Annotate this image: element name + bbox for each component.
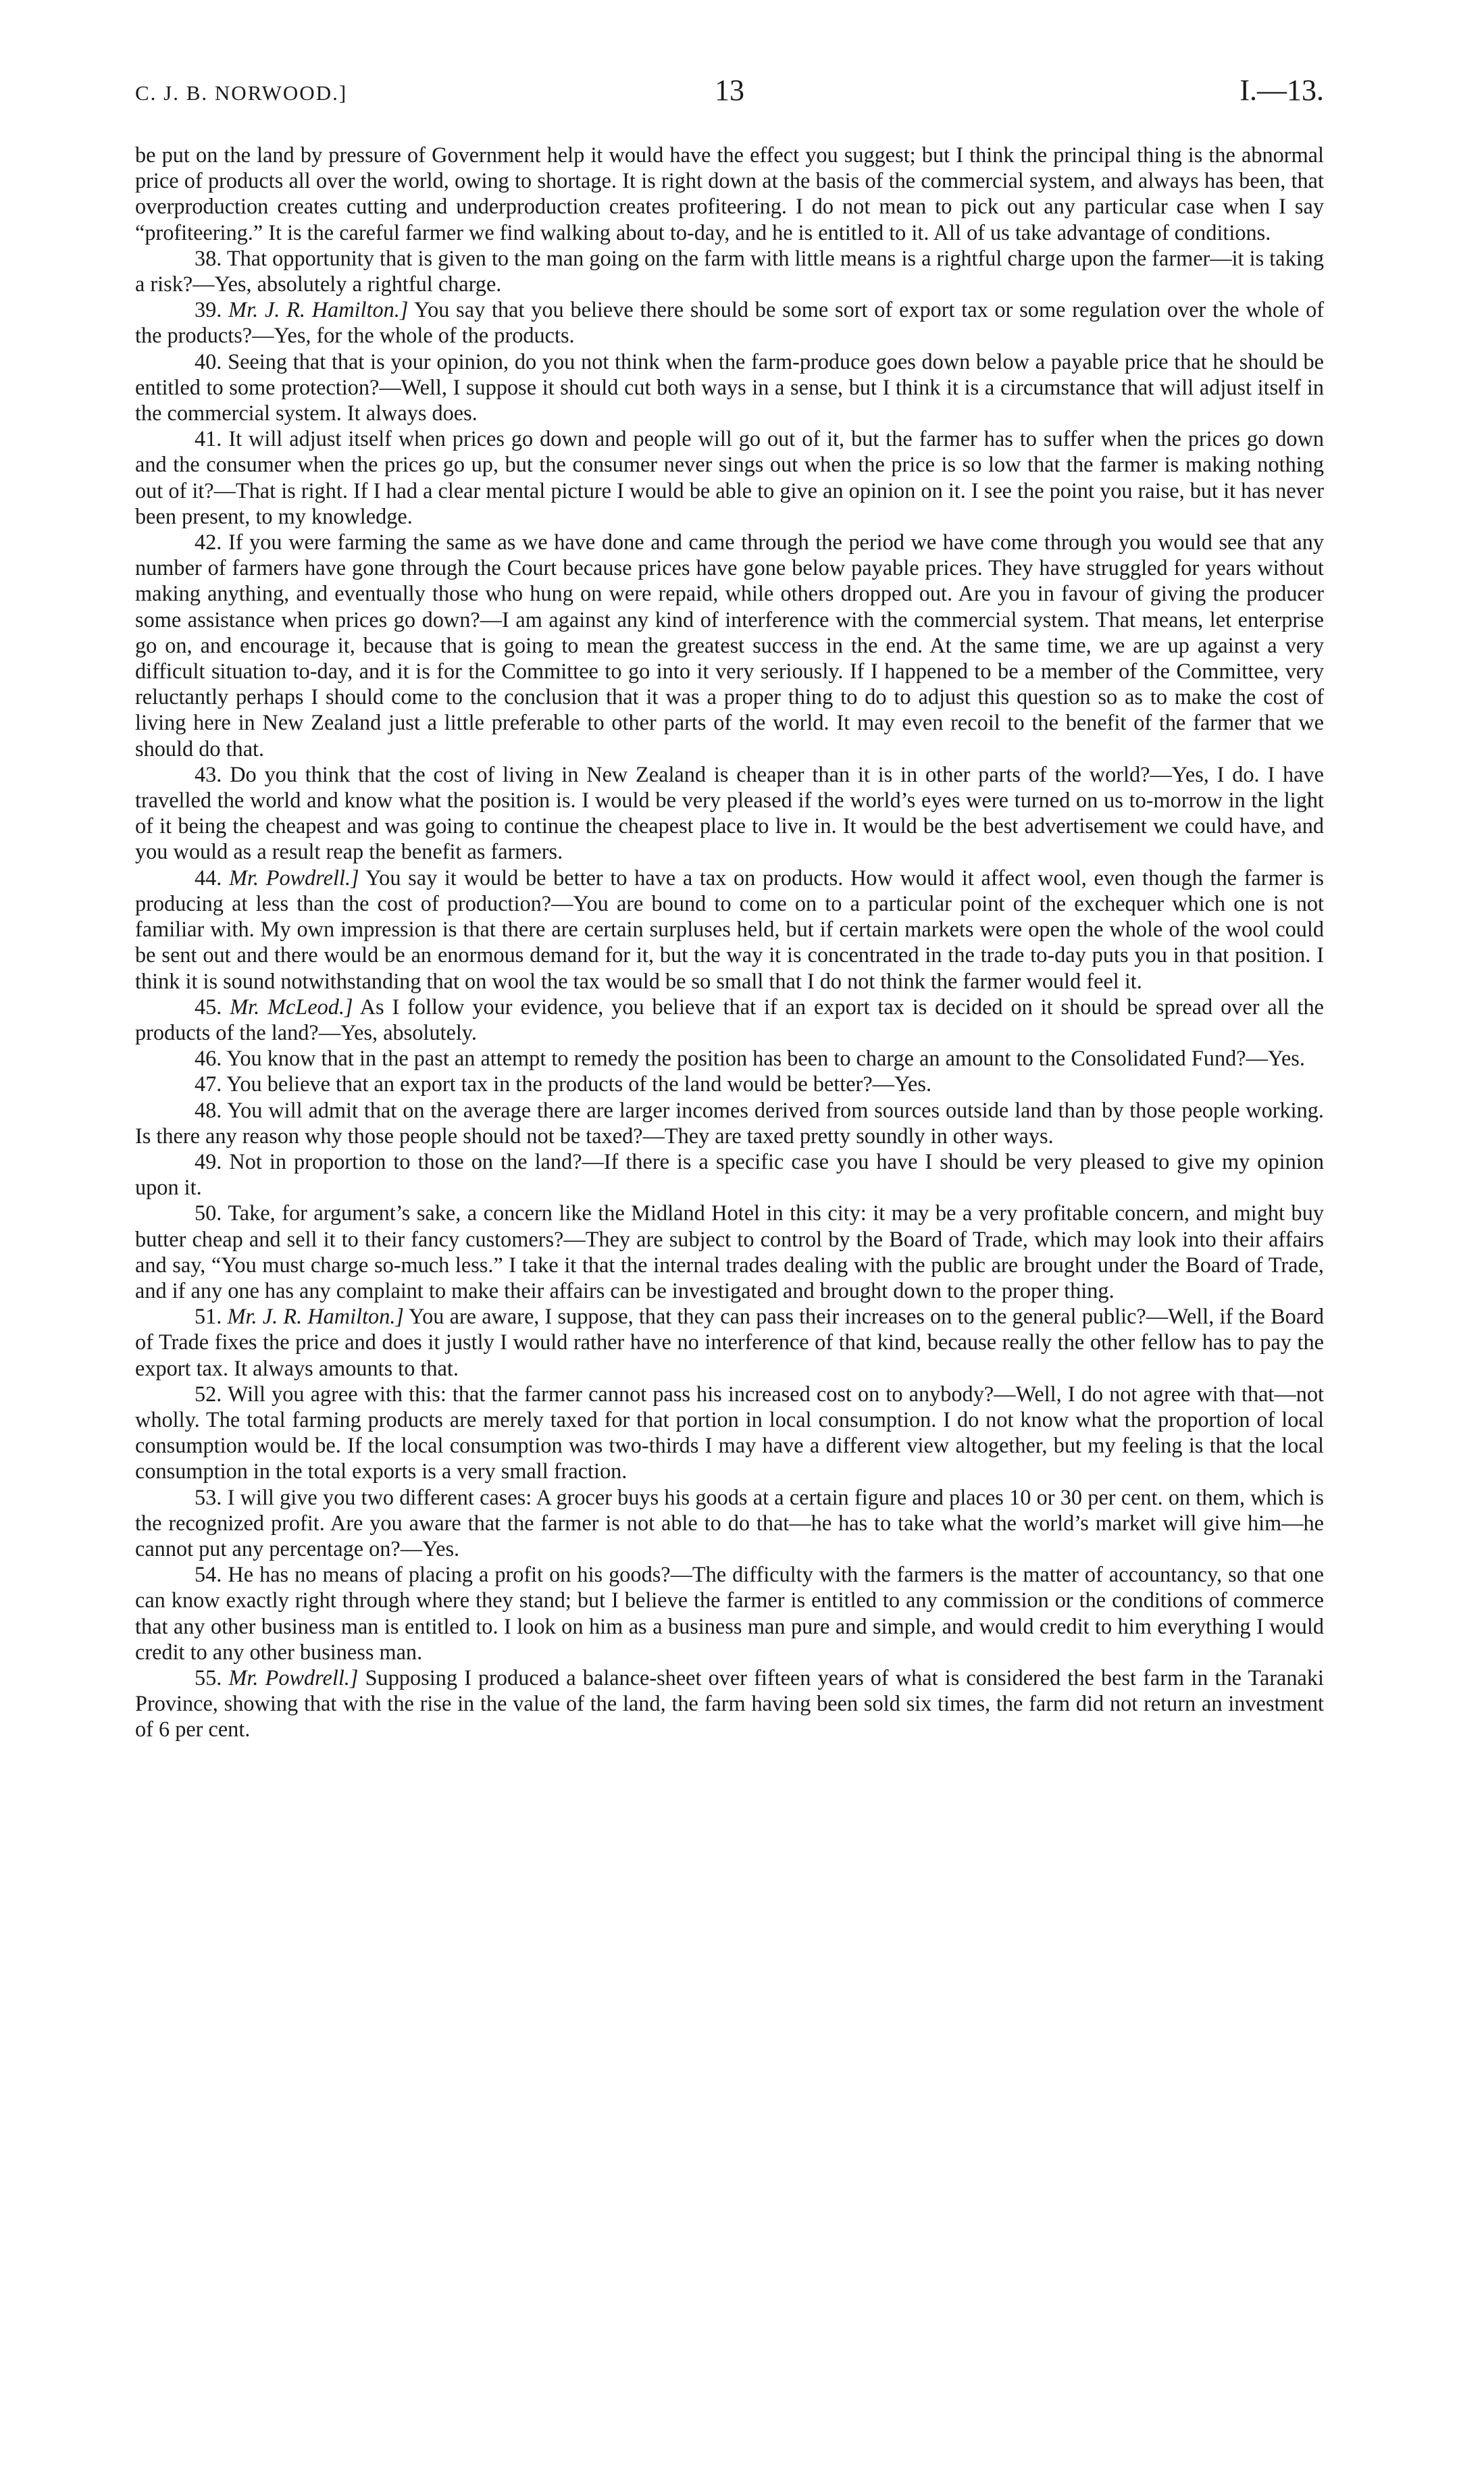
paragraph-text: As I follow your evidence, you believe that if an export tax is decided on it should be spread over all the products of the land?—Yes, absolutely. — [135, 994, 1324, 1045]
paragraph — [135, 529, 1324, 761]
paragraph-text: If you were farming the same as we have done and came through the period we have come through you would see that any number of farmers have gone through the Court because prices have gone below payable prices. They have struggled for years without making anything, and eventually those who hung on were repaid, while others dropped out. Are you in favour of giving the producer some assistance when prices go down?—I am against any kind of interference with the commercial system. That means, let enterprise go on, and encourage it, because that is going to mean the greatest success in the end. At the same time, we are up against a very difficult situation to-day, and it is for the Committee to go into it very seriously. If I happened to be a member of the Committee, very reluctantly perhaps I should come to the conclusion that it was a proper thing to do to adjust this question so as to make the cost of living here in New Zealand just a little preferable to other parts of the world. It may even recoil to the benefit of the farmer that we should do that. — [135, 530, 1324, 761]
question-number: 51. — [195, 1304, 228, 1329]
question-number: 49. — [195, 1149, 230, 1174]
speaker-name: Mr. Powdrell.] — [229, 865, 359, 890]
page-number: 13 — [715, 74, 744, 107]
paragraph-text: You are aware, I suppose, that they can pass their increases on to the general public?—Well, if the Board of Trade fixes the price and does it justly I would rather have no interference of that kind, because really the other fellow has to pay the export tax. It always amounts to that. — [135, 1304, 1325, 1380]
paragraph-text: You believe that an export tax in the products of the land would be better?—Yes. — [226, 1072, 932, 1097]
paragraph — [135, 761, 1324, 865]
question-number: 43. — [195, 761, 230, 786]
paragraph — [135, 142, 1324, 245]
header-witness-name: C. J. B. NORWOOD.] — [135, 81, 348, 105]
question-number: 55. — [195, 1665, 229, 1690]
question-number: 39. — [195, 297, 229, 322]
paragraph-text: Will you agree with this: that the farmer cannot pass his increased cost on to anybody?—Well, I do not agree with that—not wholly. The total farming products are merely taxed for that portion in local consumption. I do not know what the proportion of local consumption would be. If the local consumption was two-thirds I may have a different view altogether, but my feeling is that the local consumption in the total exports is a very small fraction. — [135, 1381, 1324, 1484]
speaker-name: Mr. Powdrell.] — [228, 1665, 359, 1690]
paragraph — [135, 1071, 1324, 1097]
paragraph-text: Supposing I produced a balance-sheet over fifteen years of what is considered the best farm in the Taranaki Province, showing that with the rise in the value of the land, the farm having been sold six times, the farm did not return an investment of 6 per cent. — [135, 1665, 1324, 1742]
question-number: 52. — [195, 1381, 228, 1406]
paragraph — [135, 1484, 1324, 1562]
paragraph — [135, 1303, 1324, 1381]
question-number: 50. — [195, 1201, 228, 1226]
paragraph-text: It will adjust itself when prices go down and people will go out of it, but the farmer has to suffer when the prices go down and the consumer when the prices go up, but the consumer never sings out when the price is so low that the farmer is making nothing out of it?—That is right. If I had a clear mental picture I would be able to give an opinion on it. I see the point you raise, but it has never been present, to my knowledge. — [135, 426, 1324, 528]
paragraph — [135, 1665, 1324, 1742]
paragraph-text: You say it would be better to have a tax on products. How would it affect wool, even though the farmer is producing at less than the cost of production?—You are bound to come on to a particular point of the exchequer which one is not familiar with. My own impression is that there are certain surpluses held, but if certain markets were open the whole of the wool could be sent out and there would be an enormous demand for it, but the way it is concentrated in the trade to-day puts you in that position. I think it is sound notwithstanding that on wool the tax would be so small that I do not think the farmer would feel it. — [135, 865, 1324, 993]
question-number: 40. — [195, 349, 228, 374]
speaker-name: Mr. McLeod.] — [230, 994, 353, 1019]
paragraph — [135, 349, 1324, 426]
paragraph-text: Take, for argument’s sake, a concern like the Midland Hotel in this city: it may be a very profitable concern, and might buy butter cheap and sell it to their fancy customers?—They are subject to control by the Board of Trade, which may look into their affairs and say, “You must charge so-much less.” I take it that the internal trades dealing with the public are brought under the Board of Trade, and if any one has any complaint to make their affairs can be investigated and brought down to the proper thing. — [135, 1201, 1324, 1303]
speaker-name: Mr. J. R. Hamilton.] — [227, 1304, 404, 1329]
question-number: 42. — [195, 530, 228, 555]
question-number: 48. — [195, 1097, 228, 1122]
paragraph — [135, 1200, 1324, 1303]
paragraph-text: That opportunity that is given to the man going on the farm with little means is a rightful charge upon the farmer—it is taking a risk?—Yes, absolutely a rightful charge. — [135, 245, 1324, 297]
question-number: 41. — [195, 426, 229, 451]
paragraph-text: Seeing that that is your opinion, do you not think when the farm-produce goes down below a payable price that he should be entitled to some protection?—Well, I suppose it should cut both ways in a sense, but I think it is a circumstance that will adjust itself in the commercial system. It always does. — [135, 349, 1324, 426]
paragraph — [135, 245, 1324, 297]
paragraph-text: Do you think that the cost of living in New Zealand is cheaper than it is in other parts of the world?—Yes, I do. I have travelled the world and know what the position is. I would be very pleased if the world’s eyes were turned on us to-morrow in the light of it being the cheapest and was going to continue the cheapest place to live in. It would be the best advertisement we could have, and you would as a result reap the benefit as farmers. — [135, 761, 1324, 864]
paragraph-text: You know that in the past an attempt to remedy the position has been to charge an amount to the Consolidated Fund?—Yes. — [226, 1046, 1305, 1071]
paragraph — [135, 1045, 1324, 1071]
question-number: 44. — [195, 865, 230, 890]
evidence-body — [135, 142, 1324, 1742]
paragraph — [135, 1381, 1324, 1484]
paragraph-text: You will admit that on the average there are larger incomes derived from sources outside land than by those people working. Is there any reason why those people should not be taxed?—They are taxed pretty soundly in other ways. — [135, 1097, 1325, 1148]
paragraph — [135, 426, 1324, 529]
paragraph — [135, 1149, 1324, 1200]
paragraph — [135, 994, 1324, 1045]
paragraph — [135, 1097, 1324, 1149]
question-number: 47. — [195, 1072, 227, 1097]
paragraph — [135, 1561, 1324, 1665]
document-reference: I.—13. — [1239, 74, 1324, 107]
question-number: 38. — [195, 245, 227, 270]
question-number: 54. — [195, 1562, 228, 1587]
question-number: 46. — [195, 1046, 227, 1071]
paragraph-text: Not in proportion to those on the land?—If there is a specific case you have I should be very pleased to give my opinion upon it. — [135, 1149, 1324, 1200]
paragraph-text: be put on the land by pressure of Government help it would have the effect you suggest; but I think the principal thing is the abnormal price of products all over the world, owing to shortage. It is right down at the basis of the commercial system, and always has been, that overproduction creates cutting and underproduction creates profiteering. I do not mean to pick out any particular case when I say “profiteering.” It is the careful farmer we find walking about to-day, and he is entitled to it. All of us take advantage of conditions. — [135, 143, 1324, 245]
page-header — [135, 73, 1324, 114]
paragraph-text: I will give you two different cases: A grocer buys his goods at a certain figure and places 10 or 30 per cent. on them, which is the recognized profit. Are you aware that the farmer is not able to do that—he has to take what the world’s market will give him—he cannot put any percentage on?—Yes. — [135, 1484, 1324, 1561]
paragraph-text: You say that you believe there should be some sort of export tax or some regulation over the whole of the products?—Yes, for the whole of the products. — [135, 297, 1324, 348]
document-page — [135, 73, 1324, 1742]
speaker-name: Mr. J. R. Hamilton.] — [228, 297, 409, 322]
question-number: 45. — [195, 994, 230, 1019]
paragraph — [135, 865, 1324, 994]
paragraph-text: He has no means of placing a profit on his goods?—The difficulty with the farmers is the matter of accountancy, so that one can know exactly right through where they stand; but I believe the farmer is entitled to any commission or the conditions of commerce that any other business man is entitled to. I look on him as a business man pure and simple, and would credit to him everything I would credit to any other business man. — [135, 1562, 1324, 1664]
paragraph — [135, 297, 1324, 348]
question-number: 53. — [195, 1484, 228, 1509]
